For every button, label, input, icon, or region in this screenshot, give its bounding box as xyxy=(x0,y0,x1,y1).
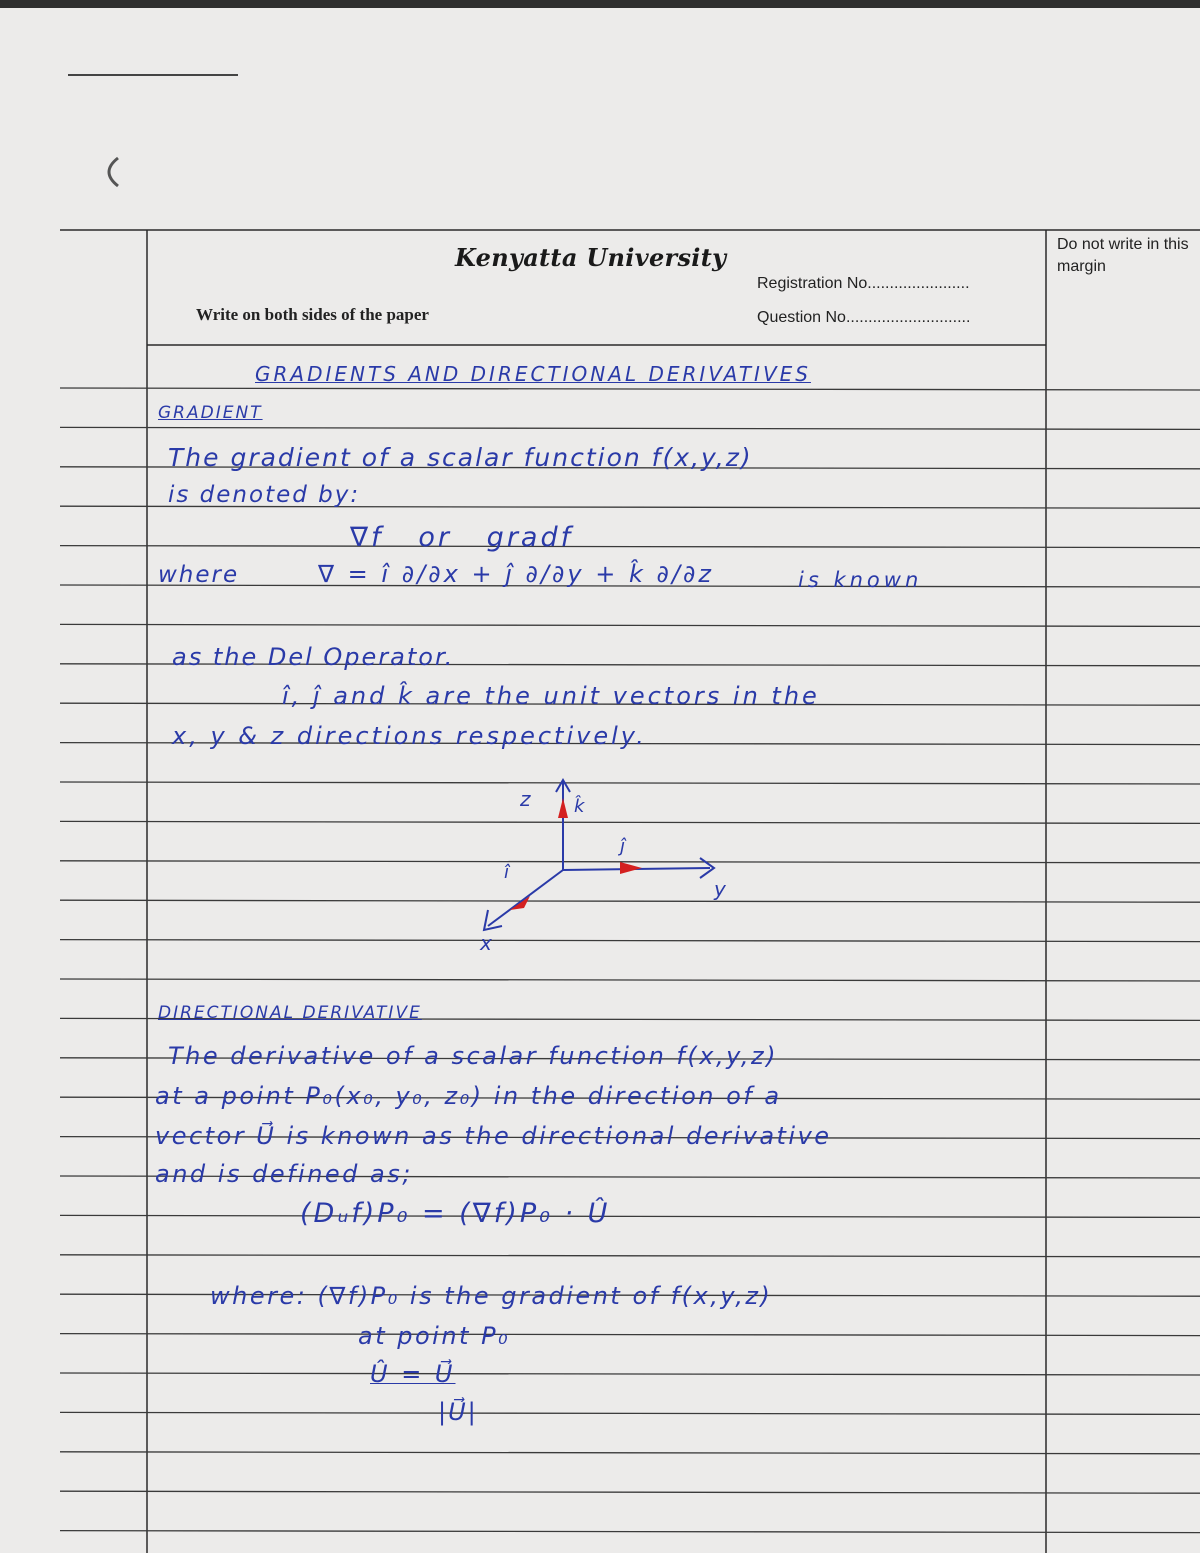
page-title: GRADIENTS AND DIRECTIONAL DERIVATIVES xyxy=(255,362,811,386)
i-vector-label: î xyxy=(504,862,510,883)
directional-line-1: The derivative of a scalar function f(x,y,z) xyxy=(168,1042,779,1070)
directional-line-4: and is defined as; xyxy=(155,1160,413,1188)
where-gradient-line: where: (∇f)P₀ is the gradient of f(x,y,z) xyxy=(210,1282,773,1310)
x-axis-label: x xyxy=(480,931,492,955)
gradient-symbols: ∇f or gradf xyxy=(350,522,574,553)
unit-vector-denominator: |U⃗| xyxy=(438,1398,478,1426)
gradient-line-1: The gradient of a scalar function f(x,y,z) xyxy=(168,443,753,472)
is-known-text: is known xyxy=(798,568,923,592)
margin-note: Do not write in this margin xyxy=(1057,236,1189,275)
gradient-heading: GRADIENT xyxy=(158,403,263,423)
unit-vector-numerator: Û = U⃗ xyxy=(370,1360,456,1388)
unit-vectors-line-1: î, ĵ and k̂ are the unit vectors in the xyxy=(282,682,820,710)
where-label: where xyxy=(158,562,240,588)
unit-vectors-line-2: x, y & z directions respectively. xyxy=(172,722,647,750)
directional-line-3: vector U⃗ is known as the directional derivative xyxy=(155,1122,832,1150)
instruction-text: Write on both sides of the paper xyxy=(196,305,429,324)
del-operator-text: as the Del Operator. xyxy=(172,643,455,671)
del-definition: ∇ = î ∂/∂x + ĵ ∂/∂y + k̂ ∂/∂z xyxy=(318,560,714,588)
gradient-line-2: is denoted by: xyxy=(168,482,361,508)
directional-heading: DIRECTIONAL DERIVATIVE xyxy=(158,1003,422,1023)
z-axis-label: z xyxy=(520,787,531,811)
question-number-label: Question No............................ xyxy=(757,309,971,326)
axes-diagram xyxy=(470,770,770,960)
university-name: Kenyatta University xyxy=(455,243,727,272)
directional-line-2: at a point P₀(x₀, y₀, z₀) in the direction of a xyxy=(155,1082,782,1110)
registration-number-label: Registration No....................... xyxy=(757,275,970,292)
directional-formula: (Dᵤf)P₀ = (∇f)P₀ · Û xyxy=(300,1198,611,1229)
at-point-line: at point P₀ xyxy=(358,1322,511,1350)
k-vector-label: k̂ xyxy=(574,796,585,817)
y-axis-label: y xyxy=(714,877,726,901)
j-vector-label: ĵ xyxy=(620,836,626,857)
